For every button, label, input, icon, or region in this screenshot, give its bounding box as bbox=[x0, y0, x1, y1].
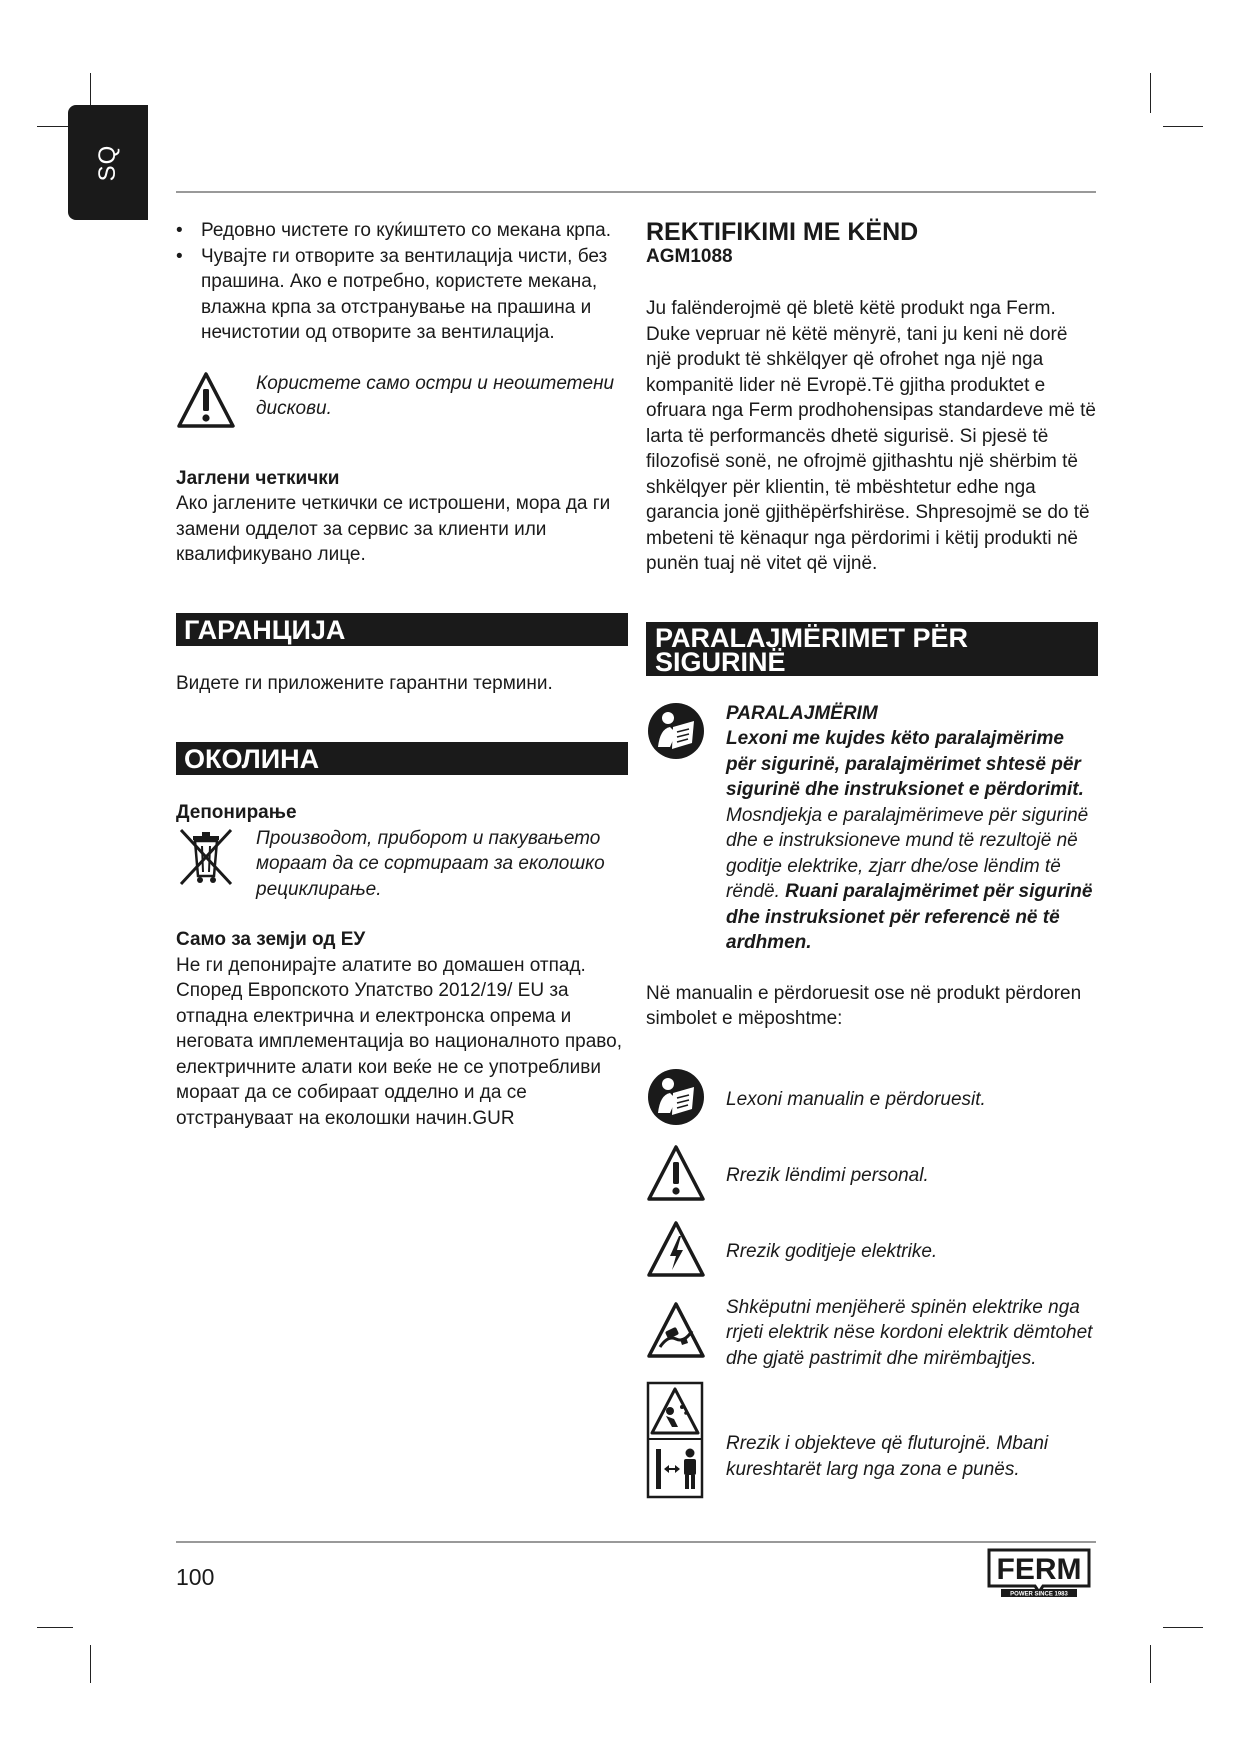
eu-text: Не ги депонирајте алатите во домашен отпад. Според Европското Упатство 2012/19/ EU за отпадна електрична и електронска опрема и неговата имплементација во националното право, електричните алати кои веќе не се употребливи мораат да се собираат одделно и да се отстрануваат на еколошки начин.GUR bbox=[176, 954, 622, 1129]
warranty-heading: ГАРАНЦИЈА bbox=[176, 613, 628, 646]
crop-mark bbox=[1150, 1645, 1151, 1683]
safety-heading-line1: PARALAJMËRIMET PËR bbox=[655, 622, 969, 653]
general-warning-row bbox=[646, 701, 1098, 956]
symbol-text: Rrezik lëndimi personal. bbox=[726, 1164, 929, 1186]
logo-text: FERM bbox=[996, 1553, 1082, 1586]
brushes-title: Јаглени четкички bbox=[176, 467, 340, 489]
symbol-row bbox=[646, 1221, 1098, 1283]
language-tab bbox=[68, 105, 148, 220]
product-model: AGM1088 bbox=[646, 246, 733, 267]
warning-triangle-icon bbox=[176, 371, 256, 434]
safety-heading bbox=[646, 622, 1098, 676]
unplug-icon bbox=[646, 1295, 726, 1364]
disposal-text: Производот, приборот и пакувањето мораат да се сортираат за еколошко рециклирање. bbox=[256, 827, 605, 900]
symbol-text: Rrezik i objekteve që fluturojnë. Mbani kureshtarët larg nga zona e punës. bbox=[726, 1433, 1049, 1480]
left-column bbox=[176, 218, 628, 1131]
disc-warning-text: Користете само остри и неоштетени дискови. bbox=[256, 372, 615, 419]
symbols-intro: Në manualin e përdoruesit ose në produkt përdoren simbolet e mëposhtme: bbox=[646, 982, 1082, 1029]
eu-title: Само за земји од ЕУ bbox=[176, 929, 366, 950]
crop-mark bbox=[90, 1645, 91, 1683]
crop-mark bbox=[1150, 73, 1151, 113]
intro-text: Ju falënderojmë që bletë këtë produkt nga Ferm. Duke vepruar në këtë mënyrë, tani ju keni në dorë një produkt të shkëlqyer që ofrohet nga një nga kompanitë lider në Evropë.Të gjitha produktet e ofruara nga Ferm prodhohensipas standardeve më të larta të performancës dhetë sigurisë. Si pjesë të filozofisë sonë, ne ofrojmë gjithashtu një shërbim të shkëlqyer për klientin, të mbështetur edhe nga garancia jonë gjithëpërfshirëse. Shpresojmë se do të mbeteni të kënaqur nga përdorimi i këtij produkti në punën tuaj në vitet që vijnë. bbox=[646, 298, 1096, 574]
read-manual-icon bbox=[646, 1067, 726, 1132]
electric-shock-icon bbox=[646, 1220, 726, 1283]
warning-bold-keep: Ruani paralajmërimet për sigurinë dhe instruksionet për referencë në të ardhmen. bbox=[726, 881, 1093, 953]
symbol-row bbox=[646, 1381, 1098, 1504]
general-warning-text bbox=[726, 701, 1098, 956]
warranty-text: Видете ги приложените гарантни термини. bbox=[176, 672, 553, 694]
read-manual-icon bbox=[646, 701, 726, 766]
symbol-text: Rrezik goditjeje elektrike. bbox=[726, 1240, 938, 1262]
right-column bbox=[646, 218, 1098, 1504]
warning-triangle-icon bbox=[646, 1144, 726, 1207]
symbol-row bbox=[646, 1145, 1098, 1207]
crossed-bin-icon bbox=[176, 826, 256, 893]
crop-mark bbox=[37, 1627, 73, 1628]
warning-bold-read: Lexoni me kujdes këto paralajmërime për sigurinë, paralajmërimet shtesë për sigurinë dhe instruksionet e përdorimit. bbox=[726, 728, 1084, 800]
warning-label: PARALAJMËRIM bbox=[726, 702, 878, 724]
symbol-text: Shkëputni menjëherë spinën elektrike nga rrjeti elektrik nëse kordoni elektrik dëmtohet dhe gjatë pastrimit dhe mirëmbajtjes. bbox=[726, 1296, 1093, 1369]
warning-consequence: Mosndjekja e paralajmërimeve për sigurinë dhe e instruksioneve mund të rezultojë në goditje elektrike, zjarr dhe/ose lëndim të rëndë. bbox=[726, 804, 1089, 902]
logo-tagline: POWER SINCE 1983 bbox=[1010, 1591, 1068, 1598]
environment-heading: ОКОЛИНА bbox=[176, 742, 628, 775]
top-rule bbox=[176, 191, 1096, 193]
brushes-text: Ако јаглените четкички се истрошени, мора да ги замени одделот за сервис за клиенти или квалификувано лице. bbox=[176, 493, 611, 565]
product-title: REKTIFIKIMI ME KËND bbox=[646, 218, 919, 246]
cleaning-list bbox=[176, 218, 628, 346]
page-number: 100 bbox=[176, 1564, 215, 1590]
list-item: • Чувајте ги отворите за вентилација чисти, без прашина. Ако е потребно, користете мекана, влажна крпа за отстранување на прашина и нечистотии од отворите за вентилација. bbox=[176, 244, 628, 346]
crop-mark bbox=[1163, 126, 1203, 127]
symbol-row bbox=[646, 1295, 1098, 1372]
symbol-row bbox=[646, 1069, 1098, 1131]
bottom-rule bbox=[176, 1541, 1096, 1543]
safety-heading-line2: SIGURINË bbox=[655, 646, 786, 677]
disposal-title: Депонирање bbox=[176, 802, 297, 823]
ferm-logo bbox=[983, 1548, 1095, 1603]
language-code: SQ bbox=[94, 144, 121, 181]
flying-objects-icon bbox=[646, 1381, 726, 1504]
warning-body bbox=[726, 726, 1098, 956]
disc-warning-row bbox=[176, 371, 628, 434]
disposal-row bbox=[176, 826, 628, 903]
symbols-list bbox=[646, 1069, 1098, 1505]
symbol-text: Lexoni manualin e përdoruesit. bbox=[726, 1088, 986, 1110]
list-item: • Редовно чистете го куќиштето со мекана крпа. bbox=[176, 218, 628, 244]
crop-mark bbox=[1163, 1627, 1203, 1628]
